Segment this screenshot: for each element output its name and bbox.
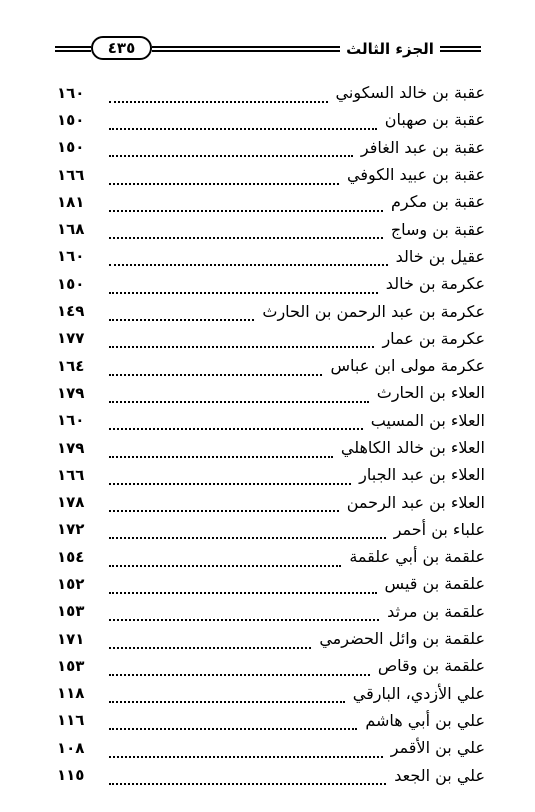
dot-leader xyxy=(109,500,339,512)
index-entry xyxy=(57,434,485,461)
dot-leader xyxy=(109,227,383,239)
entry-page-number: ١٧٩ xyxy=(57,383,85,402)
dot-leader xyxy=(109,91,328,103)
entry-name: عقبة بن صهبان xyxy=(379,110,485,129)
index-entry xyxy=(57,598,485,625)
dot-leader xyxy=(109,555,341,567)
entry-page-number: ١١٨ xyxy=(57,684,85,703)
entry-page-number: ١٦٨ xyxy=(57,220,85,239)
index-entry xyxy=(57,79,485,106)
dot-leader xyxy=(109,254,388,266)
dot-leader xyxy=(109,664,370,676)
entry-page-number: ١٧٧ xyxy=(57,329,85,348)
entry-name: العلاء بن خالد الكاهلي xyxy=(335,438,485,457)
index-entry xyxy=(57,461,485,488)
entry-page-number: ١١٥ xyxy=(57,766,85,785)
entry-name: علي الأزدي، البارقي xyxy=(347,684,485,703)
index-entry xyxy=(57,680,485,707)
dot-leader xyxy=(109,637,311,649)
entry-name: عقبة بن وساج xyxy=(385,220,485,239)
dot-leader xyxy=(109,418,363,430)
entry-name: علقمة بن وائل الحضرمي xyxy=(313,629,485,648)
index-entry xyxy=(57,379,485,406)
dot-leader xyxy=(109,336,374,348)
entry-name: علباء بن أحمر xyxy=(388,520,485,539)
dot-leader xyxy=(109,282,378,294)
index-entry xyxy=(57,707,485,734)
entry-name: علقمة بن مرثد xyxy=(381,602,485,621)
entry-name: علقمة بن وقاص xyxy=(372,656,485,675)
dot-leader xyxy=(109,691,345,703)
index-entry xyxy=(57,243,485,270)
entry-name: العلاء بن الحارث xyxy=(371,383,485,402)
dot-leader xyxy=(109,473,351,485)
entry-name: عقبة بن عبيد الكوفي xyxy=(341,165,485,184)
entry-name: علي بن أبي هاشم xyxy=(359,711,485,730)
index-entry xyxy=(57,297,485,324)
dot-leader xyxy=(109,718,357,730)
entry-page-number: ١٦٠ xyxy=(57,83,85,102)
entry-name: عقبة بن مكرم xyxy=(385,192,485,211)
index-entry xyxy=(57,134,485,161)
dot-leader xyxy=(109,746,383,758)
entry-page-number: ١٦٤ xyxy=(57,356,85,375)
dot-leader xyxy=(109,527,386,539)
index-entry xyxy=(57,270,485,297)
index-entry xyxy=(57,161,485,188)
entry-page-number: ١٥٢ xyxy=(57,574,85,593)
entry-page-number: ١٧٨ xyxy=(57,493,85,512)
entry-name: علقمة بن أبي علقمة xyxy=(343,547,485,566)
dot-leader xyxy=(109,145,353,157)
index-entry xyxy=(57,215,485,242)
dot-leader xyxy=(109,200,383,212)
entry-page-number: ١٦٦ xyxy=(57,165,85,184)
entry-page-number: ١٧١ xyxy=(57,629,85,648)
dot-leader xyxy=(109,309,254,321)
entry-name: علقمة بن قيس xyxy=(379,574,485,593)
index-entry xyxy=(57,106,485,133)
page-header xyxy=(0,0,535,70)
entry-name: العلاء بن عبد الجبار xyxy=(353,465,485,484)
dot-leader xyxy=(109,773,386,785)
index-entry xyxy=(57,625,485,652)
index-entry xyxy=(57,188,485,215)
entry-name: عقبة بن عبد الغافر xyxy=(355,138,485,157)
entry-page-number: ١٥٠ xyxy=(57,138,85,157)
index-entry xyxy=(57,761,485,788)
entry-name: العلاء بن المسيب xyxy=(365,411,485,430)
entry-page-number: ١٥٤ xyxy=(57,547,85,566)
index-entry xyxy=(57,325,485,352)
dot-leader xyxy=(109,391,369,403)
header-rule-left xyxy=(55,46,91,52)
dot-leader xyxy=(109,173,339,185)
entry-name: عكرمة بن عبد الرحمن بن الحارث xyxy=(256,302,485,321)
entry-page-number: ١١٦ xyxy=(57,711,85,730)
dot-leader xyxy=(109,582,377,594)
entry-name: العلاء بن عبد الرحمن xyxy=(341,493,485,512)
index-entry xyxy=(57,570,485,597)
entry-name: عكرمة بن عمار xyxy=(376,329,485,348)
dot-leader xyxy=(109,364,322,376)
index-entry xyxy=(57,652,485,679)
entry-name: عقيل بن خالد xyxy=(390,247,485,266)
entry-name: علي بن الأقمر xyxy=(385,738,485,757)
index-list xyxy=(57,79,485,789)
dot-leader xyxy=(109,446,333,458)
entry-page-number: ١٥٠ xyxy=(57,274,85,293)
entry-page-number: ١٧٢ xyxy=(57,520,85,539)
index-entry xyxy=(57,516,485,543)
header-rule-right xyxy=(440,46,481,52)
running-title: الجزء الثالث xyxy=(346,40,434,58)
entry-page-number: ١٥٠ xyxy=(57,110,85,129)
page-number-badge: ٤٣٥ xyxy=(91,36,152,60)
index-entry xyxy=(57,488,485,515)
entry-page-number: ١٠٨ xyxy=(57,738,85,757)
index-entry xyxy=(57,543,485,570)
entry-page-number: ١٦٠ xyxy=(57,411,85,430)
index-entry xyxy=(57,734,485,761)
entry-page-number: ١٥٣ xyxy=(57,656,85,675)
index-entry xyxy=(57,407,485,434)
entry-page-number: ١٤٩ xyxy=(57,302,85,321)
entry-name: عكرمة بن خالد xyxy=(380,274,485,293)
entry-page-number: ١٥٣ xyxy=(57,602,85,621)
dot-leader xyxy=(109,609,379,621)
entry-name: علي بن الجعد xyxy=(388,766,485,785)
dot-leader xyxy=(109,118,377,130)
entry-page-number: ١٦٦ xyxy=(57,465,85,484)
entry-name: عكرمة مولى ابن عباس xyxy=(324,356,485,375)
entry-name: عقبة بن خالد السكوني xyxy=(330,83,485,102)
entry-page-number: ١٦٠ xyxy=(57,247,85,266)
header-rule-middle xyxy=(152,46,340,52)
entry-page-number: ١٧٩ xyxy=(57,438,85,457)
entry-page-number: ١٨١ xyxy=(57,192,85,211)
index-entry xyxy=(57,352,485,379)
